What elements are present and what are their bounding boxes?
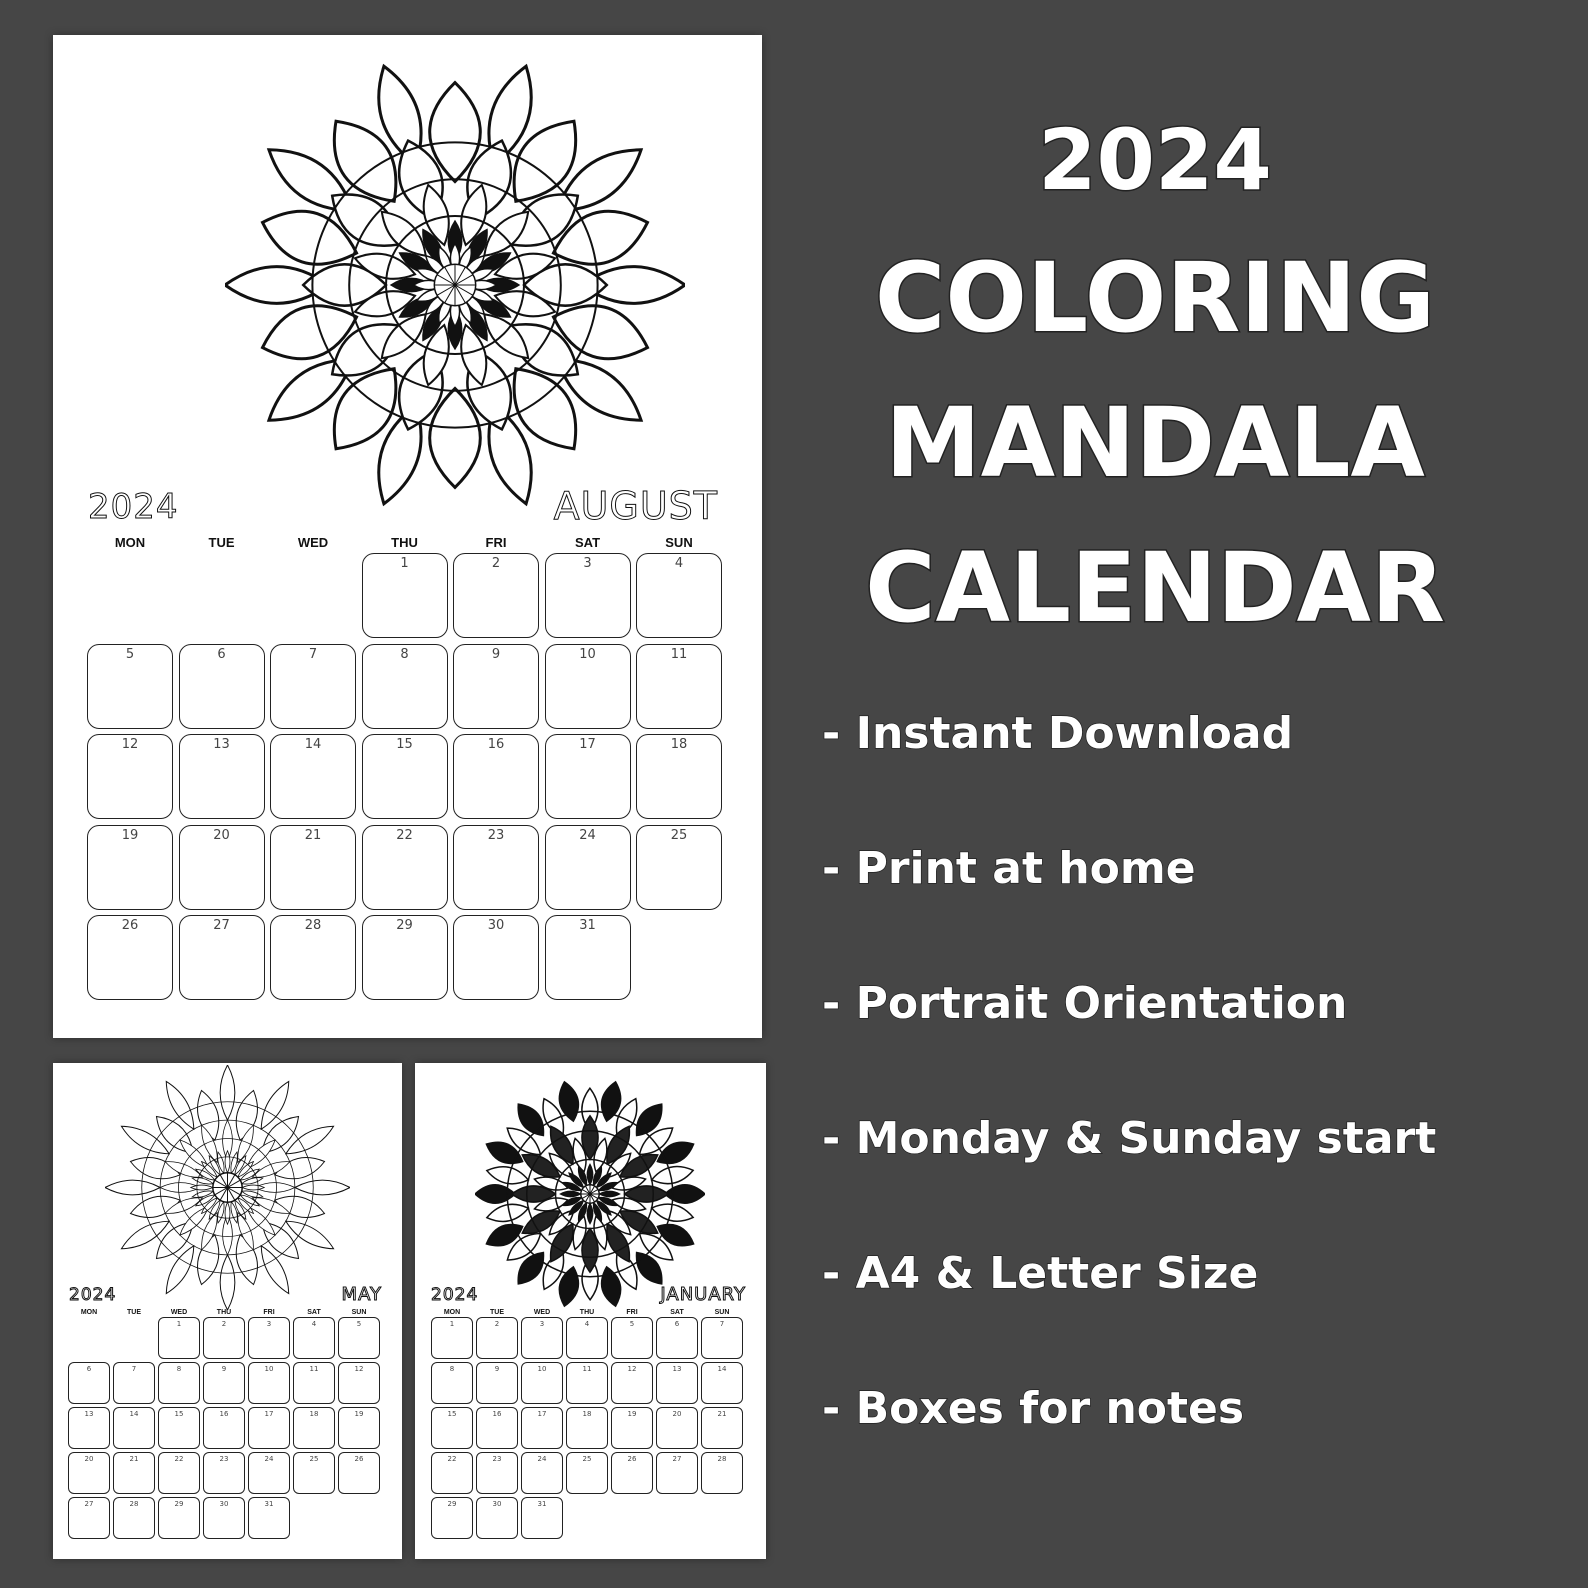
calendar-year: 2024 xyxy=(88,487,179,527)
mandala-illustration xyxy=(225,55,685,515)
weekday-label: WED xyxy=(170,1309,188,1316)
headline-coloring: COLORING xyxy=(874,242,1436,354)
day-cell xyxy=(521,1452,563,1494)
day-cell xyxy=(476,1407,518,1449)
day-number: 19 xyxy=(121,827,139,843)
day-cell xyxy=(476,1452,518,1494)
day-cell xyxy=(68,1497,110,1539)
day-cell xyxy=(431,1362,473,1404)
day-number: 23 xyxy=(492,1455,502,1463)
weekday-label: FRI xyxy=(626,1309,638,1316)
day-number: 21 xyxy=(717,1410,727,1418)
day-cell xyxy=(611,1362,653,1404)
day-number: 12 xyxy=(121,737,139,752)
calendar-page-may xyxy=(53,1063,402,1559)
calendar-month: MAY xyxy=(341,1284,382,1305)
day-number: 15 xyxy=(174,1410,184,1418)
day-number: 26 xyxy=(627,1455,637,1463)
day-number: 8 xyxy=(449,1365,455,1373)
day-cell xyxy=(545,553,631,638)
day-cell xyxy=(203,1317,245,1359)
day-number: 10 xyxy=(579,646,596,662)
day-number: 9 xyxy=(494,1365,500,1373)
weekday-label: TUE xyxy=(208,535,235,550)
day-number: 14 xyxy=(304,737,322,752)
day-number: 6 xyxy=(86,1365,92,1373)
day-number: 1 xyxy=(400,556,409,571)
feature-item: - A4 & Letter Size xyxy=(822,1248,1259,1299)
day-number: 31 xyxy=(264,1500,274,1508)
day-cell xyxy=(636,734,722,819)
day-number: 20 xyxy=(213,827,230,843)
weekday-label: SUN xyxy=(665,535,693,550)
day-cell xyxy=(566,1452,608,1494)
day-cell xyxy=(158,1452,200,1494)
day-number: 12 xyxy=(627,1365,637,1373)
day-cell xyxy=(338,1317,380,1359)
day-cell xyxy=(656,1452,698,1494)
day-number: 2 xyxy=(494,1320,500,1328)
day-number: 26 xyxy=(354,1455,364,1463)
day-number: 29 xyxy=(174,1500,184,1508)
day-number: 24 xyxy=(264,1455,274,1463)
day-cell xyxy=(476,1362,518,1404)
day-number: 27 xyxy=(672,1455,682,1463)
day-cell xyxy=(636,644,722,729)
day-number: 28 xyxy=(129,1500,139,1508)
day-number: 29 xyxy=(396,918,413,933)
day-cell xyxy=(158,1497,200,1539)
day-number: 7 xyxy=(308,646,318,662)
day-number: 5 xyxy=(629,1320,635,1328)
day-cell xyxy=(248,1497,290,1539)
day-number: 13 xyxy=(84,1410,94,1418)
day-cell xyxy=(158,1317,200,1359)
day-number: 21 xyxy=(304,827,322,843)
calendar-month: AUGUST xyxy=(553,484,718,528)
day-number: 2 xyxy=(221,1320,227,1328)
day-cell xyxy=(431,1497,473,1539)
day-number: 25 xyxy=(670,827,688,843)
day-cell xyxy=(248,1362,290,1404)
day-number: 23 xyxy=(219,1455,229,1463)
feature-item: - Monday & Sunday start xyxy=(822,1113,1437,1164)
day-number: 19 xyxy=(354,1410,364,1418)
day-cell xyxy=(87,644,173,729)
calendar-page-january xyxy=(415,1063,766,1559)
day-cell xyxy=(453,825,539,910)
day-number: 28 xyxy=(304,918,322,933)
day-cell xyxy=(87,915,173,1000)
calendar-month: JANUARY xyxy=(660,1284,746,1305)
day-cell xyxy=(362,825,448,910)
day-number: 13 xyxy=(213,737,230,752)
day-cell xyxy=(521,1317,563,1359)
day-cell xyxy=(566,1362,608,1404)
weekday-label: MON xyxy=(80,1309,98,1316)
day-number: 4 xyxy=(311,1320,317,1328)
day-cell xyxy=(656,1362,698,1404)
day-cell xyxy=(270,915,356,1000)
day-number: 16 xyxy=(219,1410,229,1418)
headline-calendar: CALENDAR xyxy=(865,532,1445,644)
day-cell xyxy=(431,1407,473,1449)
day-number: 11 xyxy=(670,646,688,662)
day-number: 23 xyxy=(487,827,505,843)
day-number: 12 xyxy=(354,1365,364,1373)
day-cell xyxy=(68,1407,110,1449)
day-number: 9 xyxy=(491,646,501,662)
day-cell xyxy=(293,1317,335,1359)
calendar-year: 2024 xyxy=(69,1285,117,1305)
weekday-label: MON xyxy=(114,535,146,550)
day-number: 26 xyxy=(121,918,139,933)
day-number: 11 xyxy=(582,1365,592,1373)
day-cell xyxy=(701,1407,743,1449)
headline-mandala: MANDALA xyxy=(885,387,1425,499)
day-number: 6 xyxy=(674,1320,680,1328)
day-number: 17 xyxy=(579,737,596,752)
day-number: 3 xyxy=(539,1320,545,1328)
day-number: 27 xyxy=(213,918,230,933)
day-cell xyxy=(453,553,539,638)
day-cell xyxy=(362,553,448,638)
day-cell xyxy=(87,825,173,910)
feature-item: - Print at home xyxy=(822,843,1196,894)
day-cell xyxy=(545,825,631,910)
day-cell xyxy=(611,1452,653,1494)
day-number: 20 xyxy=(84,1455,94,1463)
day-number: 11 xyxy=(309,1365,319,1373)
weekday-label: SAT xyxy=(670,1309,684,1316)
day-cell xyxy=(248,1407,290,1449)
weekday-label: SAT xyxy=(307,1309,321,1316)
day-cell xyxy=(293,1407,335,1449)
calendar-year: 2024 xyxy=(431,1285,479,1305)
day-cell xyxy=(636,825,722,910)
day-cell xyxy=(521,1497,563,1539)
day-number: 29 xyxy=(447,1500,457,1508)
weekday-label: TUE xyxy=(490,1309,504,1316)
day-number: 3 xyxy=(266,1320,272,1328)
day-cell xyxy=(293,1452,335,1494)
day-number: 22 xyxy=(396,827,413,843)
day-cell xyxy=(179,644,265,729)
day-cell xyxy=(362,644,448,729)
weekday-label: THU xyxy=(579,1309,595,1316)
day-number: 3 xyxy=(583,556,592,571)
day-number: 7 xyxy=(131,1365,137,1373)
day-cell xyxy=(203,1497,245,1539)
day-cell xyxy=(179,825,265,910)
day-cell xyxy=(203,1452,245,1494)
day-cell xyxy=(545,915,631,1000)
day-cell xyxy=(248,1317,290,1359)
weekday-label: WED xyxy=(533,1309,551,1316)
day-cell xyxy=(521,1362,563,1404)
weekday-label: SUN xyxy=(351,1309,367,1316)
day-cell xyxy=(158,1362,200,1404)
day-cell xyxy=(270,644,356,729)
day-cell xyxy=(545,734,631,819)
day-number: 6 xyxy=(217,646,226,662)
day-number: 2 xyxy=(491,556,501,571)
day-number: 30 xyxy=(492,1500,502,1508)
day-cell xyxy=(566,1317,608,1359)
day-cell xyxy=(611,1407,653,1449)
feature-item: - Boxes for notes xyxy=(822,1383,1245,1434)
day-cell xyxy=(68,1452,110,1494)
weekday-label: WED xyxy=(297,535,329,550)
day-cell xyxy=(248,1452,290,1494)
day-number: 14 xyxy=(129,1410,139,1418)
day-number: 4 xyxy=(584,1320,590,1328)
day-number: 1 xyxy=(176,1320,182,1328)
day-cell xyxy=(636,553,722,638)
day-cell xyxy=(113,1452,155,1494)
day-number: 16 xyxy=(492,1410,502,1418)
day-cell xyxy=(656,1317,698,1359)
day-cell xyxy=(338,1407,380,1449)
day-cell xyxy=(362,734,448,819)
day-cell xyxy=(87,734,173,819)
day-number: 10 xyxy=(537,1365,547,1373)
day-cell xyxy=(545,644,631,729)
weekday-label: MON xyxy=(443,1309,461,1316)
day-number: 31 xyxy=(537,1500,547,1508)
day-cell xyxy=(521,1407,563,1449)
mandala-illustration xyxy=(475,1079,705,1309)
day-number: 27 xyxy=(84,1500,94,1508)
day-number: 30 xyxy=(219,1500,229,1508)
day-cell xyxy=(203,1407,245,1449)
day-number: 18 xyxy=(309,1410,319,1418)
weekday-label: FRI xyxy=(485,535,507,550)
day-number: 28 xyxy=(717,1455,727,1463)
day-cell xyxy=(270,825,356,910)
day-cell xyxy=(701,1362,743,1404)
day-cell xyxy=(476,1317,518,1359)
mandala-illustration xyxy=(105,1065,350,1310)
weekday-label: SAT xyxy=(574,535,601,550)
day-number: 21 xyxy=(129,1455,139,1463)
day-number: 22 xyxy=(174,1455,184,1463)
weekday-label: THU xyxy=(391,535,418,550)
day-cell xyxy=(113,1407,155,1449)
weekday-label: THU xyxy=(216,1309,232,1316)
day-cell xyxy=(453,915,539,1000)
day-number: 18 xyxy=(582,1410,592,1418)
day-number: 8 xyxy=(176,1365,182,1373)
day-cell xyxy=(158,1407,200,1449)
day-cell xyxy=(611,1317,653,1359)
weekday-label: TUE xyxy=(127,1309,141,1316)
day-number: 15 xyxy=(396,737,413,752)
day-cell xyxy=(203,1362,245,1404)
day-number: 19 xyxy=(627,1410,637,1418)
feature-item: - Portrait Orientation xyxy=(822,978,1348,1029)
day-cell xyxy=(179,915,265,1000)
day-number: 30 xyxy=(487,918,505,933)
day-cell xyxy=(701,1317,743,1359)
day-number: 15 xyxy=(447,1410,457,1418)
day-number: 31 xyxy=(579,918,596,933)
weekday-label: FRI xyxy=(263,1309,275,1316)
weekday-label: SUN xyxy=(714,1309,730,1316)
day-number: 25 xyxy=(309,1455,319,1463)
day-number: 5 xyxy=(125,646,135,662)
day-cell xyxy=(701,1452,743,1494)
day-cell xyxy=(293,1362,335,1404)
headline-year: 2024 xyxy=(1038,111,1272,209)
day-number: 18 xyxy=(670,737,688,752)
day-cell xyxy=(431,1317,473,1359)
day-cell xyxy=(476,1497,518,1539)
day-number: 16 xyxy=(487,737,505,752)
day-cell xyxy=(453,734,539,819)
day-number: 17 xyxy=(264,1410,274,1418)
day-cell xyxy=(113,1362,155,1404)
day-cell xyxy=(656,1407,698,1449)
day-number: 22 xyxy=(447,1455,457,1463)
feature-item: - Instant Download xyxy=(822,708,1294,759)
day-number: 9 xyxy=(221,1365,227,1373)
day-number: 13 xyxy=(672,1365,682,1373)
day-number: 8 xyxy=(400,646,409,662)
day-cell xyxy=(431,1452,473,1494)
day-cell xyxy=(270,734,356,819)
day-number: 1 xyxy=(449,1320,455,1328)
day-number: 14 xyxy=(717,1365,727,1373)
day-cell xyxy=(362,915,448,1000)
day-number: 24 xyxy=(537,1455,547,1463)
calendar-page-august xyxy=(53,35,762,1038)
day-number: 5 xyxy=(356,1320,362,1328)
day-cell xyxy=(453,644,539,729)
day-cell xyxy=(179,734,265,819)
day-number: 24 xyxy=(579,827,596,843)
day-number: 20 xyxy=(672,1410,682,1418)
day-cell xyxy=(113,1497,155,1539)
day-number: 7 xyxy=(719,1320,725,1328)
day-number: 25 xyxy=(582,1455,592,1463)
day-number: 17 xyxy=(537,1410,547,1418)
day-number: 10 xyxy=(264,1365,274,1373)
day-number: 4 xyxy=(674,556,684,571)
day-cell xyxy=(566,1407,608,1449)
day-cell xyxy=(338,1452,380,1494)
day-cell xyxy=(338,1362,380,1404)
day-cell xyxy=(68,1362,110,1404)
